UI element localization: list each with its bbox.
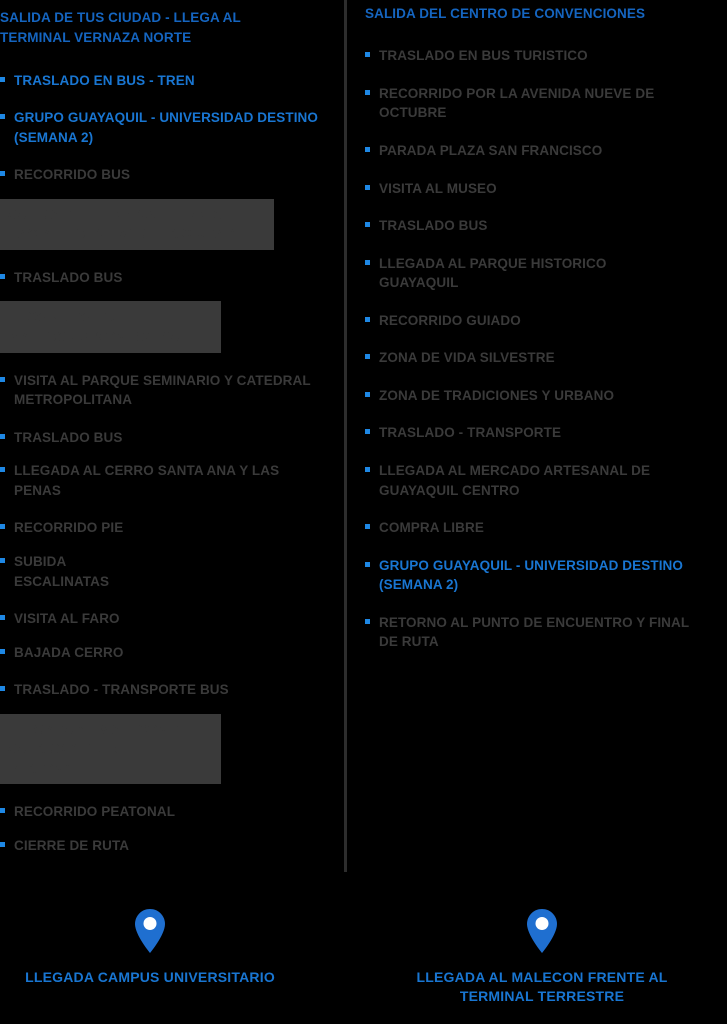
list-item[interactable] <box>0 199 284 250</box>
left-heading-text: SALIDA DE TUS CIUDAD - LLEGA AL TERMINAL VERNAZA NORTE <box>0 10 241 46</box>
list-item-label: RECORRIDO POR LA AVENIDA NUEVE DE OCTUBRE <box>379 85 655 121</box>
list-item-label: TRASLADO EN BUS - TREN <box>14 72 195 88</box>
list-item-label: VISITA AL PARQUE SEMINARIO Y CATEDRAL METROPOLITANA <box>14 372 311 408</box>
list-item-label: TRASLADO BUS <box>14 429 123 445</box>
left-column-heading <box>0 8 300 49</box>
list-item-label: ZONA DE TRADICIONES Y URBANO <box>379 387 615 403</box>
list-item-label: TRASLADO BUS <box>14 269 123 285</box>
map-pin-icon <box>132 908 168 954</box>
list-item[interactable] <box>365 518 524 538</box>
list-item[interactable] <box>0 802 224 822</box>
bullet-icon <box>0 649 5 654</box>
list-item[interactable] <box>0 461 314 500</box>
bullet-icon <box>365 524 370 529</box>
list-item[interactable] <box>0 552 164 591</box>
bullet-icon <box>365 185 370 190</box>
bullet-icon <box>365 392 370 397</box>
list-item[interactable] <box>365 348 584 368</box>
list-item[interactable] <box>365 311 539 331</box>
bullet-icon <box>0 558 5 563</box>
bullet-icon <box>0 615 5 620</box>
bullet-icon <box>365 354 370 359</box>
list-item[interactable] <box>0 609 189 629</box>
list-item[interactable] <box>365 216 529 236</box>
list-item-label: RECORRIDO POR EL MALECON SIMON BOLIVAR <box>0 301 221 352</box>
list-item-label: SUBIDA ESCALINATAS <box>14 553 110 589</box>
list-item-label: COMPRA LIBRE <box>379 520 484 536</box>
left-destination-label: LLEGADA CAMPUS UNIVERSITARIO <box>25 969 275 985</box>
list-item-label: RECORRIDO PIE <box>14 520 124 536</box>
list-item[interactable] <box>0 643 174 663</box>
bullet-icon <box>365 619 370 624</box>
bullet-icon <box>0 171 5 176</box>
list-item-label: LLEGADA AL MERCADO ARTESANAL DE GUAYAQUIL CENTRO <box>379 463 651 498</box>
list-item[interactable] <box>365 84 679 123</box>
bullet-icon <box>365 562 370 567</box>
bullet-icon <box>365 147 370 152</box>
list-item-label: CIERRE DE RUTA <box>14 838 130 853</box>
right-destination-label: LLEGADA AL MALECON FRENTE AL TERMINAL TERRESTRE <box>416 969 668 1004</box>
list-item[interactable] <box>365 613 689 652</box>
bullet-icon <box>0 77 5 82</box>
list-item[interactable] <box>0 268 194 288</box>
list-item-label: GRUPO GUAYAQUIL - UNIVERSIDAD DESTINO (SEMANA 2) <box>14 110 318 145</box>
bullet-icon <box>0 808 5 813</box>
bullet-icon <box>365 52 370 57</box>
list-item[interactable] <box>0 518 179 538</box>
list-item[interactable] <box>0 71 294 91</box>
bullet-icon <box>0 114 5 119</box>
list-item-label: RETORNO AL PUNTO DE ENCUENTRO Y FINAL DE RUTA <box>379 614 689 650</box>
list-item[interactable] <box>0 108 334 147</box>
list-item-label: TRASLADO - TRANSPORTE <box>379 425 562 441</box>
bullet-icon <box>0 842 5 847</box>
bullet-icon <box>0 686 5 691</box>
right-destination <box>392 908 692 1006</box>
bullet-icon <box>0 434 5 439</box>
bullet-icon <box>365 317 370 322</box>
list-item[interactable] <box>365 556 709 595</box>
list-item[interactable] <box>0 836 184 856</box>
bullet-icon <box>365 260 370 265</box>
list-item[interactable] <box>0 680 294 700</box>
list-item-label: LLEGADA AL PARQUE HISTORICO GUAYAQUIL <box>379 255 607 291</box>
bullet-icon <box>365 90 370 95</box>
bullet-icon <box>0 467 5 472</box>
right-column <box>365 4 705 661</box>
list-item-label: PARADA PLAZA SAN FRANCISCO <box>379 142 603 158</box>
list-item[interactable] <box>365 423 624 443</box>
bullet-icon <box>0 524 5 529</box>
bullet-icon <box>365 222 370 227</box>
list-item-label: SALIDA DEL TERMINAL TERRESTRE HACIA EL CENTRO DE LA CIUDAD <box>0 199 274 250</box>
list-item-label: VISITA AL FARO <box>14 611 120 627</box>
list-item[interactable] <box>365 254 649 293</box>
list-item-label: RECORRIDO BUS <box>14 167 131 183</box>
list-item-label: LLEGADA AL MALECON DEL SALADO Y PUENTE PEATONAL <box>0 714 221 785</box>
list-item[interactable] <box>0 165 204 185</box>
bullet-icon <box>365 429 370 434</box>
bullet-icon <box>365 467 370 472</box>
list-item-label: BAJADA CERRO <box>14 644 124 660</box>
list-item-label: TRASLADO - TRANSPORTE BUS <box>14 682 229 698</box>
list-item[interactable] <box>365 461 684 500</box>
list-item[interactable] <box>0 301 244 352</box>
bullet-icon <box>0 274 5 279</box>
list-item-label: ZONA DE VIDA SILVESTRE <box>379 350 555 366</box>
list-item-label: TRASLADO EN BUS TURISTICO <box>379 48 588 64</box>
map-pin-icon <box>524 908 560 954</box>
bullet-icon <box>0 377 5 382</box>
list-item-label: LLEGADA AL CERRO SANTA ANA Y LAS PENAS <box>14 463 280 498</box>
list-item-label: TRASLADO BUS <box>379 218 488 234</box>
list-item[interactable] <box>365 46 654 66</box>
list-item-label: RECORRIDO PEATONAL <box>14 804 176 820</box>
left-destination <box>0 908 300 987</box>
list-item[interactable] <box>365 386 634 406</box>
list-item[interactable] <box>0 714 229 785</box>
list-item[interactable] <box>0 428 184 448</box>
list-item-label: RECORRIDO GUIADO <box>379 312 521 328</box>
list-item-label: GRUPO GUAYAQUIL - UNIVERSIDAD DESTINO (SEMANA 2) <box>379 557 683 593</box>
list-item[interactable] <box>365 141 619 161</box>
right-heading-text: SALIDA DEL CENTRO DE CONVENCIONES <box>365 6 646 21</box>
list-item[interactable] <box>365 179 544 199</box>
list-item-label: VISITA AL MUSEO <box>379 180 497 196</box>
left-column <box>0 8 340 865</box>
list-item[interactable] <box>0 371 324 410</box>
column-divider <box>344 0 347 872</box>
right-column-heading <box>365 4 655 24</box>
